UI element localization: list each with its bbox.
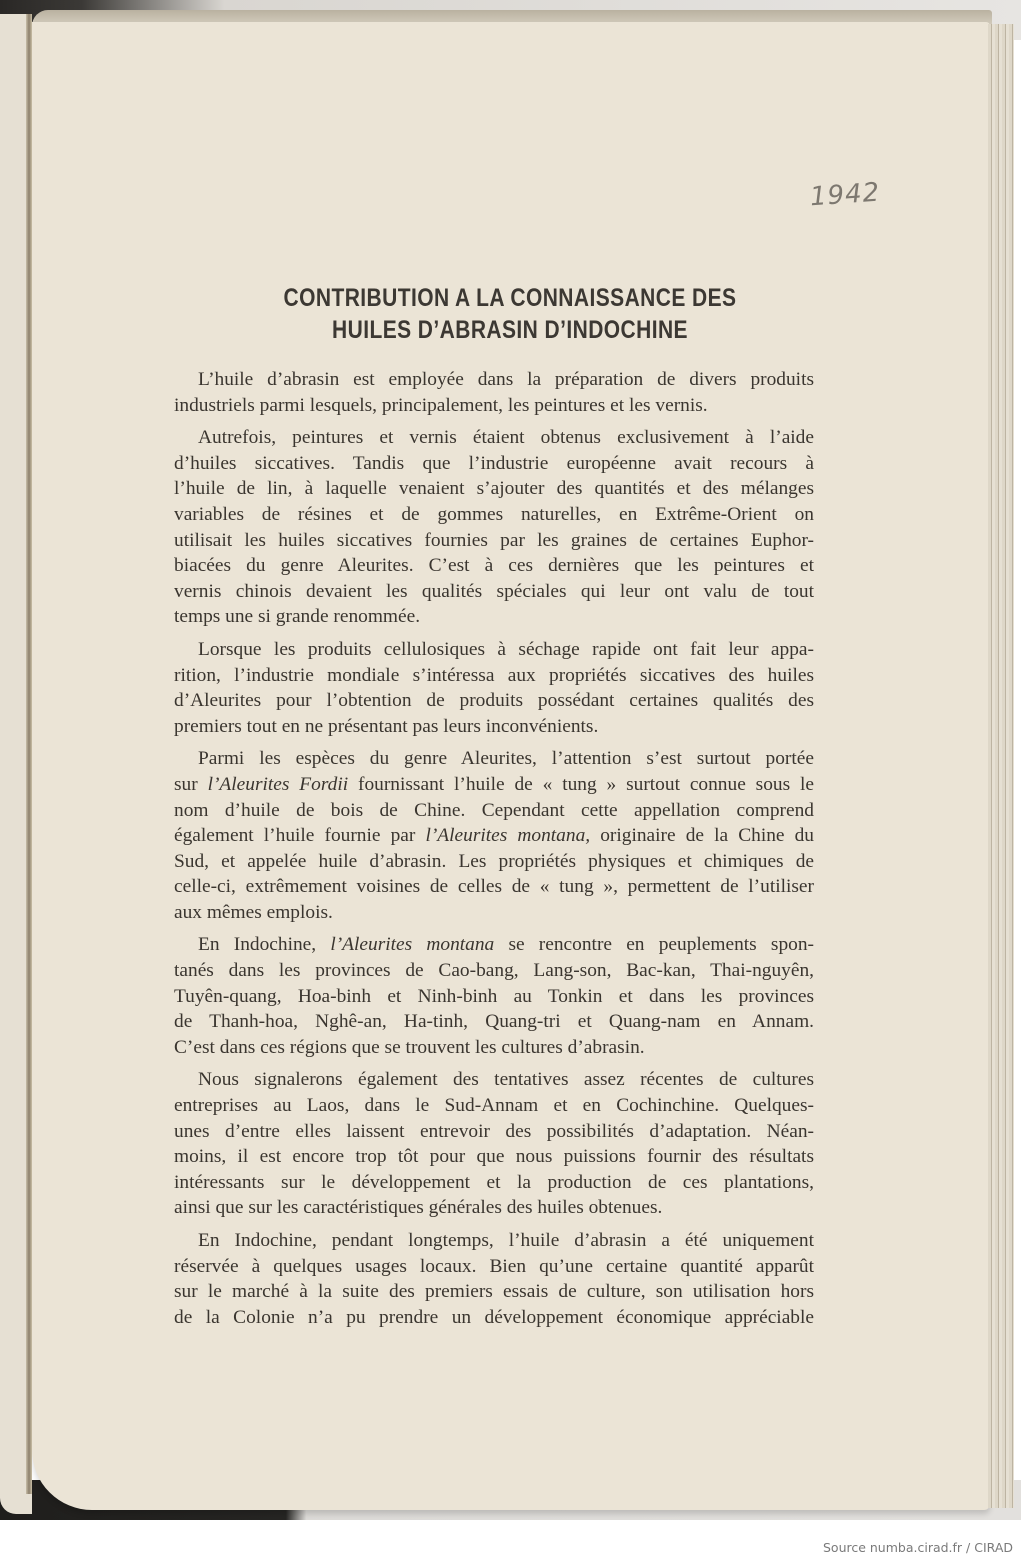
text-run: fournissant l’huile de « tung » surtout connue sous le [348, 773, 815, 795]
title-line: CONTRIBUTION A LA CONNAISSANCE DES [283, 284, 737, 312]
text-line: d’huiles siccatives. Tandis que l’industrie européenne avait recours à [174, 452, 814, 474]
text-run: originaire de la Chine du [590, 825, 815, 847]
text-line [174, 746, 814, 772]
text-line [174, 874, 814, 900]
article-body [174, 367, 814, 1337]
text-run: En Indochine, [198, 934, 331, 956]
text-line [174, 958, 814, 984]
text-line: industriels parmi lesquels, principalement, les peintures et les vernis. [174, 394, 708, 416]
text-run: C’est dans ces régions que se trouvent les cultures d’abrasin. [174, 1036, 645, 1058]
text-line: sur le marché à la suite des premiers essais de culture, son utilisation hors [174, 1281, 814, 1303]
text-line: ainsi que sur les caractéristiques générales des huiles obtenues. [174, 1197, 663, 1219]
text-line: l’huile de lin, à laquelle venaient s’ajouter des quantités et des mélanges [174, 478, 814, 500]
text-line: premiers tout en ne présentant pas leurs inconvénients. [174, 715, 599, 737]
text-line: entreprises au Laos, dans le Sud-Annam et en Cochinchine. Quelques- [174, 1095, 814, 1117]
text-line: temps une si grande renommée. [174, 606, 421, 628]
article-title [216, 282, 804, 346]
text-run: Tuyên-quang, Hoa-binh et Ninh-binh au Tonkin et dans les provinces [174, 985, 814, 1007]
text-line: Lorsque les produits cellulosiques à séchage rapide ont fait leur appa- [198, 638, 814, 660]
text-line: utilisait les huiles siccatives fournies par les graines de certaines Euphor- [174, 529, 814, 551]
text-run: celle-ci, extrêmement voisines de celles de « tung », permettent de l’utiliser [174, 876, 814, 898]
text-line: d’Aleurites pour l’obtention de produits possédant certaines qualités des [174, 690, 814, 712]
text-line [174, 849, 814, 875]
text-line [174, 798, 814, 824]
text-line [174, 900, 814, 926]
text-line [174, 984, 814, 1010]
text-line: L’huile d’abrasin est employée dans la préparation de divers produits [198, 369, 814, 390]
text-line: unes d’entre elles laissent entrevoir des possibilités d’adaptation. Néan- [174, 1120, 814, 1142]
text-run: également l’huile fournie par [174, 825, 426, 847]
text-line [174, 932, 814, 958]
text-run: de Thanh-hoa, Nghê-an, Ha-tinh, Quang-tri et Quang-nam en Annam. [174, 1011, 814, 1033]
book-gutter [26, 14, 32, 1494]
text-run: sur [174, 773, 208, 795]
paragraph [174, 637, 814, 739]
paragraph [174, 746, 814, 925]
text-line [174, 1035, 814, 1061]
text-line: Nous signalerons également des tentatives assez récentes de cultures [198, 1069, 814, 1091]
text-line: moins, il est encore trop tôt pour que nous puissions fournir des résultats [174, 1146, 814, 1168]
paragraph [174, 1067, 814, 1221]
handwritten-annotation: 1942 [809, 177, 882, 213]
text-run: Sud, et appelée huile d’abrasin. Les propriétés physiques et chimiques de [174, 850, 814, 872]
source-credit: Source numba.cirad.fr / CIRAD [822, 1540, 1013, 1555]
text-line: rition, l’industrie mondiale s’intéressa aux propriétés siccatives des huiles [174, 664, 814, 686]
title-line: HUILES D’ABRASIN D’INDOCHINE [332, 316, 688, 344]
paragraph [174, 1228, 814, 1330]
text-line: En Indochine, pendant longtemps, l’huile d’abrasin a été uniquement [198, 1230, 814, 1251]
text-line: Autrefois, peintures et vernis étaient obtenus exclusivement à l’aide [198, 427, 814, 449]
text-run: aux mêmes emplois. [174, 901, 333, 923]
text-line: intéressants sur le développement et la production de ces plantations, [174, 1171, 814, 1193]
paragraph [174, 425, 814, 630]
text-run: nom d’huile de bois de Chine. Cependant cette appellation comprend [174, 799, 814, 821]
text-line: vernis chinois devaient les qualités spéciales qui leur ont valu de tout [174, 580, 814, 602]
paragraph [174, 932, 814, 1060]
text-line [174, 823, 814, 849]
text-line: de la Colonie n’a pu prendre un développement économique appréciable [174, 1306, 814, 1328]
text-line [174, 1009, 814, 1035]
paragraph [174, 367, 814, 418]
species-name-italic: l’Aleurites Fordii [207, 773, 349, 795]
page-stack-edges [988, 24, 1014, 1508]
text-line [174, 772, 814, 798]
text-run: Parmi les espèces du genre Aleurites, l’attention s’est surtout portée [198, 748, 814, 770]
species-name-italic: l’Aleurites montana, [425, 825, 591, 847]
text-line: variables de résines et de gommes naturelles, en Extrême-Orient on [174, 503, 814, 525]
text-run: tanés dans les provinces de Cao-bang, Lang-son, Bac-kan, Thai-nguyên, [174, 960, 814, 982]
text-run: se rencontre en peuplements spon- [494, 934, 814, 956]
species-name-italic: l’Aleurites montana [330, 934, 495, 956]
text-line: biacées du genre Aleurites. C’est à ces dernières que les peintures et [174, 555, 814, 577]
text-line: réservée à quelques usages locaux. Bien qu’une certaine quantité apparût [174, 1255, 814, 1277]
